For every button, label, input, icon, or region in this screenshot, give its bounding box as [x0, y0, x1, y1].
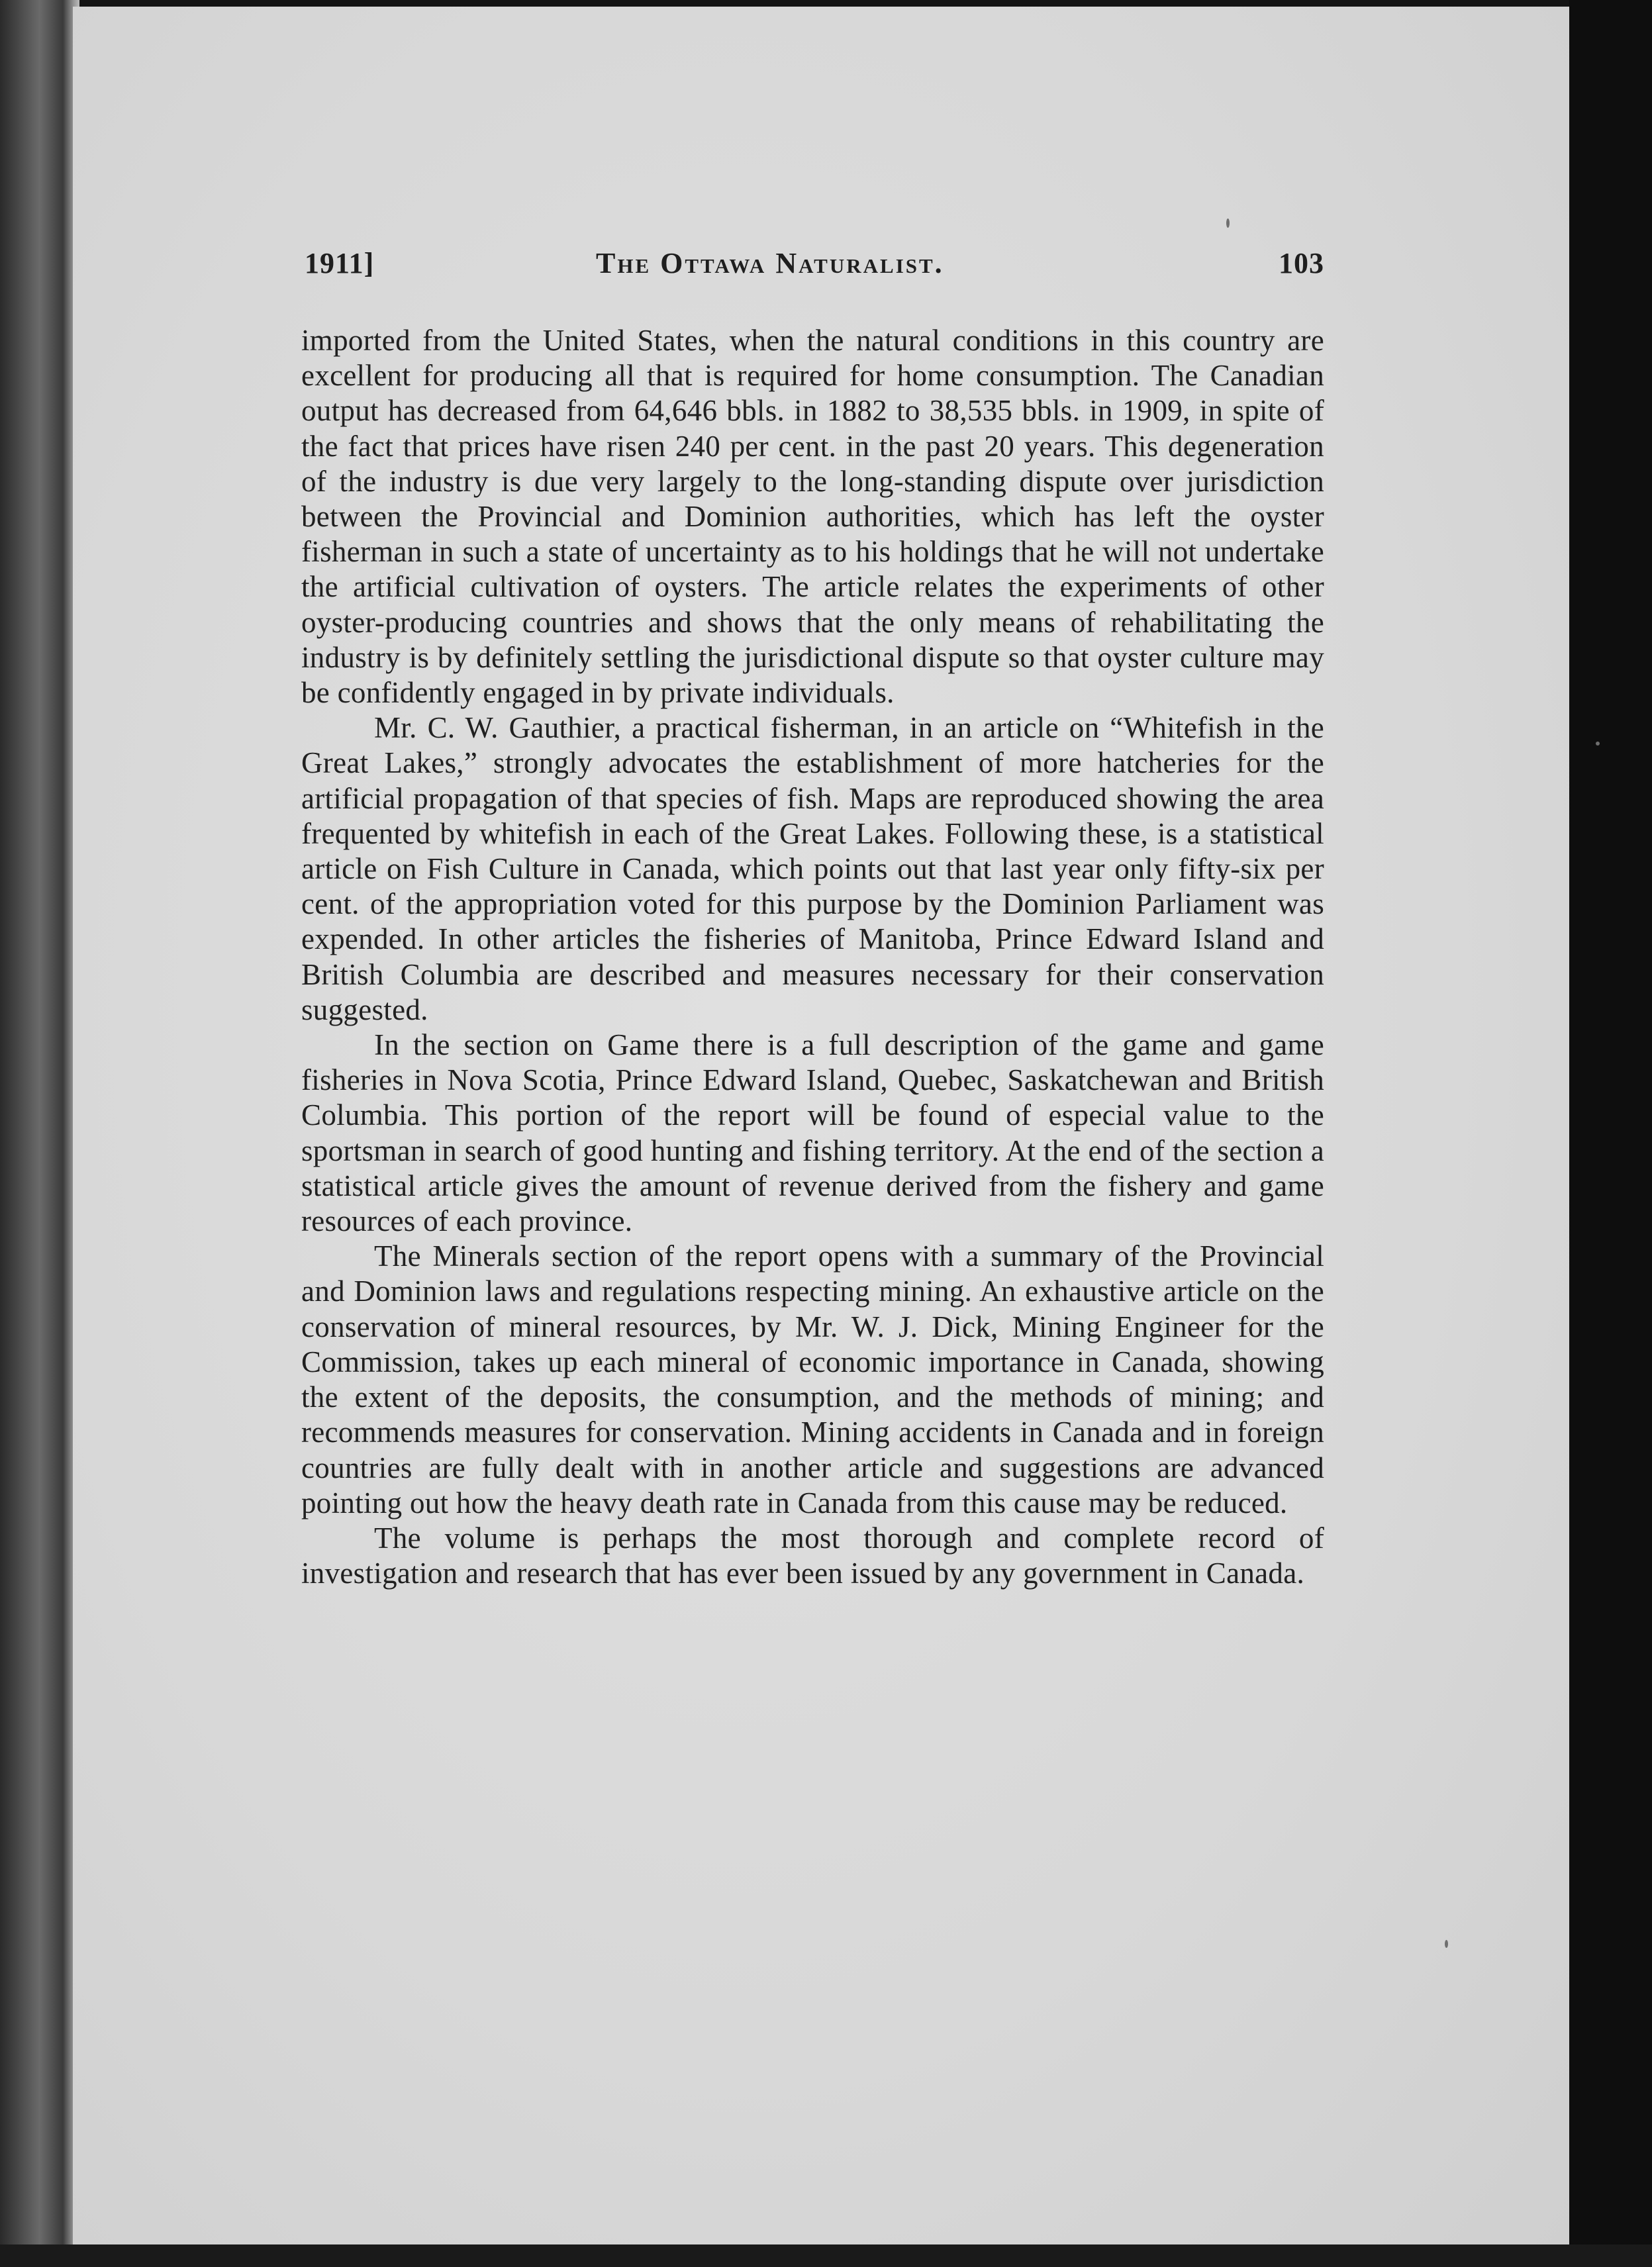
paragraph-4: The Minerals section of the report opens with a summary of the Provincial and Dominion laws and regulations respecting mining. An exhaustive article on the conservation of mineral resources, by Mr. W. J. Dick, Mining Engineer for the Commission, takes up each mineral of economic importance in Canada, showing the extent of the deposits, the consumption, and the methods of mining; and recommends measures for conservation. Mining accidents in Canada and in foreign countries are fully dealt with in another article and suggestions are advanced pointing out how the heavy death rate in Canada from this cause may be reduced. — [301, 1239, 1324, 1519]
header-year: 1911] — [305, 247, 375, 279]
running-header — [305, 246, 1324, 286]
paragraph-2: Mr. C. W. Gauthier, a practical fisherman, in an article on “Whitefish in the Great Lakes,” strongly advocates the establishment of more hatcheries for the artificial propagation of that species of fish. Maps are reproduced showing the area frequented by whitefish in each of the Great Lakes. Following these, is a statistical article on Fish Culture in Canada, which points out that last year only fifty-six per cent. of the appropriation voted for this purpose by the Dominion Parliament was expended. In other articles the fisheries of Manitoba, Prince Edward Island and British Columbia are described and measures necessary for their conservation suggested. — [301, 711, 1324, 1026]
paragraph-5: The volume is perhaps the most thorough and complete record of investigation and research that has ever been issued by any government in Canada. — [301, 1521, 1324, 1590]
page-binding-edge — [0, 0, 79, 2267]
article-body — [301, 323, 1324, 1591]
scan-speck — [1596, 742, 1600, 746]
scan-background-bottom — [0, 2244, 1652, 2267]
scan-speck — [1226, 218, 1230, 228]
header-page-number: 103 — [1279, 247, 1324, 279]
header-journal-title: The Ottawa Naturalist. — [596, 247, 944, 279]
paragraph-1: imported from the United States, when the natural conditions in this country are excellent for producing all that is required for home consumption. The Canadian output has decreased from 64,646 bbls. in 1882 to 38,535 bbls. in 1909, in spite of the fact that prices have risen 240 per cent. in the past 20 years. This degeneration of the industry is due very largely to the long-standing dispute over jurisdiction between the Provincial and Dominion authorities, which has left the oyster fisherman in such a state of uncertainty as to his holdings that he will not undertake the artificial cultivation of oysters. The article relates the experiments of other oyster-producing countries and shows that the only means of rehabilitating the industry is by definitely settling the jurisdictional dispute so that oyster culture may be confidently engaged in by private individuals. — [301, 324, 1324, 710]
scan-background-right — [1569, 0, 1652, 2267]
paragraph-3: In the section on Game there is a full description of the game and game fisheries in Nova Scotia, Prince Edward Island, Quebec, Saskatchewan and British Columbia. This portion of the report will be found of especial value to the sportsman in search of good hunting and fishing territory. At the end of the section a statistical article gives the amount of revenue derived from the fishery and game resources of each province. — [301, 1028, 1324, 1238]
scan-speck — [1445, 1940, 1448, 1948]
